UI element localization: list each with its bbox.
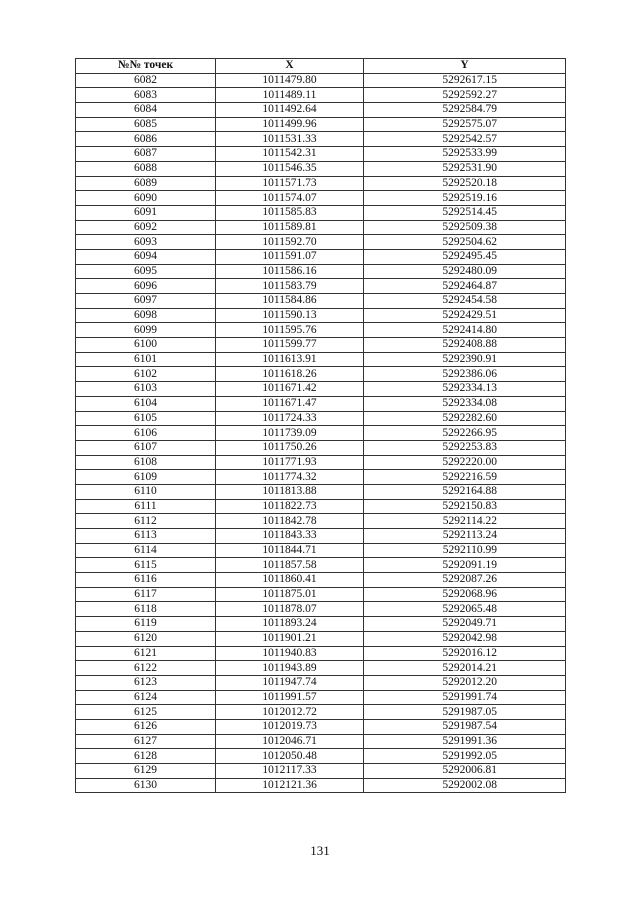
x-coordinate-cell: 1012121.36: [216, 778, 364, 793]
table-row: [76, 117, 566, 132]
table-row: [76, 705, 566, 720]
y-coordinate-cell: 5292065.48: [364, 602, 566, 617]
y-coordinate-cell: 5292542.57: [364, 132, 566, 147]
point-number-cell: 6117: [76, 587, 216, 602]
y-coordinate-cell: 5292520.18: [364, 176, 566, 191]
table-row: [76, 778, 566, 793]
y-coordinate-cell: 5291991.74: [364, 690, 566, 705]
point-number-cell: 6130: [76, 778, 216, 793]
x-coordinate-cell: 1011857.58: [216, 558, 364, 573]
x-coordinate-cell: 1011822.73: [216, 499, 364, 514]
point-number-cell: 6107: [76, 440, 216, 455]
table-row: [76, 382, 566, 397]
y-coordinate-cell: 5292253.83: [364, 440, 566, 455]
x-coordinate-cell: 1011586.16: [216, 264, 364, 279]
point-number-cell: 6095: [76, 264, 216, 279]
point-number-cell: 6103: [76, 382, 216, 397]
x-coordinate-cell: 1011875.01: [216, 587, 364, 602]
table-row: [76, 602, 566, 617]
table-row: [76, 426, 566, 441]
table-row: [76, 499, 566, 514]
y-coordinate-cell: 5292414.80: [364, 323, 566, 338]
coordinates-table: [75, 58, 566, 793]
x-coordinate-cell: 1011546.35: [216, 161, 364, 176]
table-row: [76, 514, 566, 529]
point-number-cell: 6100: [76, 338, 216, 353]
point-number-cell: 6127: [76, 734, 216, 749]
x-coordinate-cell: 1012046.71: [216, 734, 364, 749]
table-row: [76, 338, 566, 353]
point-number-cell: 6126: [76, 719, 216, 734]
point-number-cell: 6108: [76, 455, 216, 470]
table-row: [76, 367, 566, 382]
x-coordinate-cell: 1011590.13: [216, 308, 364, 323]
x-coordinate-cell: 1011771.93: [216, 455, 364, 470]
table-row: [76, 191, 566, 206]
y-coordinate-cell: 5292164.88: [364, 484, 566, 499]
y-coordinate-cell: 5291992.05: [364, 749, 566, 764]
table-row: [76, 88, 566, 103]
point-number-cell: 6092: [76, 220, 216, 235]
table-row: [76, 573, 566, 588]
y-coordinate-cell: 5292006.81: [364, 764, 566, 779]
x-coordinate-cell: 1011542.31: [216, 147, 364, 162]
table-row: [76, 558, 566, 573]
y-coordinate-cell: 5292480.09: [364, 264, 566, 279]
table-row: [76, 484, 566, 499]
x-coordinate-cell: 1011479.80: [216, 73, 364, 88]
point-number-cell: 6105: [76, 411, 216, 426]
table-row: [76, 529, 566, 544]
point-number-cell: 6094: [76, 249, 216, 264]
x-coordinate-cell: 1011774.32: [216, 470, 364, 485]
point-number-cell: 6123: [76, 675, 216, 690]
y-coordinate-cell: 5291991.36: [364, 734, 566, 749]
y-coordinate-cell: 5292216.59: [364, 470, 566, 485]
y-coordinate-cell: 5292575.07: [364, 117, 566, 132]
x-coordinate-cell: 1011584.86: [216, 294, 364, 309]
x-coordinate-cell: 1011947.74: [216, 675, 364, 690]
y-coordinate-cell: 5292408.88: [364, 338, 566, 353]
point-number-cell: 6082: [76, 73, 216, 88]
x-coordinate-cell: 1011618.26: [216, 367, 364, 382]
y-coordinate-cell: 5292531.90: [364, 161, 566, 176]
table-row: [76, 235, 566, 250]
y-coordinate-cell: 5292464.87: [364, 279, 566, 294]
point-number-cell: 6084: [76, 103, 216, 118]
x-coordinate-cell: 1011599.77: [216, 338, 364, 353]
table-row: [76, 631, 566, 646]
y-coordinate-cell: 5292014.21: [364, 661, 566, 676]
point-number-cell: 6097: [76, 294, 216, 309]
point-number-cell: 6112: [76, 514, 216, 529]
y-coordinate-cell: 5292068.96: [364, 587, 566, 602]
x-coordinate-cell: 1012050.48: [216, 749, 364, 764]
x-coordinate-cell: 1011843.33: [216, 529, 364, 544]
y-coordinate-cell: 5292334.08: [364, 396, 566, 411]
table-row: [76, 396, 566, 411]
table-body: [76, 73, 566, 793]
table-row: [76, 73, 566, 88]
point-number-cell: 6110: [76, 484, 216, 499]
x-coordinate-cell: 1011595.76: [216, 323, 364, 338]
y-coordinate-cell: 5292454.58: [364, 294, 566, 309]
y-coordinate-cell: 5292049.71: [364, 617, 566, 632]
table-row: [76, 440, 566, 455]
y-coordinate-cell: 5292592.27: [364, 88, 566, 103]
point-number-cell: 6106: [76, 426, 216, 441]
x-coordinate-cell: 1011613.91: [216, 352, 364, 367]
y-coordinate-cell: 5292519.16: [364, 191, 566, 206]
y-coordinate-cell: 5292429.51: [364, 308, 566, 323]
point-number-cell: 6122: [76, 661, 216, 676]
point-number-cell: 6090: [76, 191, 216, 206]
point-number-cell: 6118: [76, 602, 216, 617]
table-row: [76, 308, 566, 323]
y-coordinate-cell: 5292504.62: [364, 235, 566, 250]
table-row: [76, 132, 566, 147]
x-coordinate-cell: 1011671.42: [216, 382, 364, 397]
point-number-cell: 6115: [76, 558, 216, 573]
x-coordinate-cell: 1011991.57: [216, 690, 364, 705]
y-coordinate-cell: 5292334.13: [364, 382, 566, 397]
point-number-cell: 6101: [76, 352, 216, 367]
table-row: [76, 646, 566, 661]
x-coordinate-cell: 1012117.33: [216, 764, 364, 779]
y-coordinate-cell: 5292087.26: [364, 573, 566, 588]
x-coordinate-cell: 1011591.07: [216, 249, 364, 264]
y-coordinate-cell: 5292584.79: [364, 103, 566, 118]
point-number-cell: 6085: [76, 117, 216, 132]
y-coordinate-cell: 5292282.60: [364, 411, 566, 426]
y-coordinate-cell: 5292617.15: [364, 73, 566, 88]
point-number-cell: 6083: [76, 88, 216, 103]
x-coordinate-cell: 1011531.33: [216, 132, 364, 147]
table-row: [76, 352, 566, 367]
x-coordinate-cell: 1011940.83: [216, 646, 364, 661]
table-row: [76, 661, 566, 676]
table-row: [76, 455, 566, 470]
y-coordinate-cell: 5292533.99: [364, 147, 566, 162]
y-coordinate-cell: 5292509.38: [364, 220, 566, 235]
table-row: [76, 764, 566, 779]
y-coordinate-cell: 5292495.45: [364, 249, 566, 264]
x-coordinate-cell: 1011893.24: [216, 617, 364, 632]
table-row: [76, 176, 566, 191]
y-coordinate-cell: 5292266.95: [364, 426, 566, 441]
x-coordinate-cell: 1012012.72: [216, 705, 364, 720]
point-number-cell: 6089: [76, 176, 216, 191]
y-coordinate-cell: 5292016.12: [364, 646, 566, 661]
point-number-cell: 6121: [76, 646, 216, 661]
y-coordinate-cell: 5292386.06: [364, 367, 566, 382]
point-number-cell: 6113: [76, 529, 216, 544]
table-row: [76, 470, 566, 485]
table-row: [76, 161, 566, 176]
point-number-cell: 6109: [76, 470, 216, 485]
header-point-number: №№ точек: [76, 59, 216, 74]
point-number-cell: 6119: [76, 617, 216, 632]
point-number-cell: 6114: [76, 543, 216, 558]
point-number-cell: 6125: [76, 705, 216, 720]
y-coordinate-cell: 5292091.19: [364, 558, 566, 573]
x-coordinate-cell: 1012019.73: [216, 719, 364, 734]
table-row: [76, 294, 566, 309]
table-row: [76, 719, 566, 734]
point-number-cell: 6120: [76, 631, 216, 646]
point-number-cell: 6093: [76, 235, 216, 250]
table-row: [76, 147, 566, 162]
table-row: [76, 617, 566, 632]
point-number-cell: 6111: [76, 499, 216, 514]
table-row: [76, 587, 566, 602]
table-row: [76, 220, 566, 235]
table-row: [76, 543, 566, 558]
table-row: [76, 675, 566, 690]
x-coordinate-cell: 1011842.78: [216, 514, 364, 529]
table-header: [76, 59, 566, 74]
y-coordinate-cell: 5292012.20: [364, 675, 566, 690]
table-row: [76, 103, 566, 118]
y-coordinate-cell: 5292042.98: [364, 631, 566, 646]
table-row: [76, 205, 566, 220]
table-row: [76, 249, 566, 264]
point-number-cell: 6099: [76, 323, 216, 338]
y-coordinate-cell: 5292002.08: [364, 778, 566, 793]
table-row: [76, 279, 566, 294]
y-coordinate-cell: 5291987.05: [364, 705, 566, 720]
y-coordinate-cell: 5292390.91: [364, 352, 566, 367]
x-coordinate-cell: 1011844.71: [216, 543, 364, 558]
y-coordinate-cell: 5292110.99: [364, 543, 566, 558]
x-coordinate-cell: 1011739.09: [216, 426, 364, 441]
point-number-cell: 6104: [76, 396, 216, 411]
table-row: [76, 411, 566, 426]
point-number-cell: 6096: [76, 279, 216, 294]
table-row: [76, 734, 566, 749]
point-number-cell: 6086: [76, 132, 216, 147]
point-number-cell: 6091: [76, 205, 216, 220]
point-number-cell: 6128: [76, 749, 216, 764]
header-row: [76, 59, 566, 74]
table-row: [76, 323, 566, 338]
y-coordinate-cell: 5291987.54: [364, 719, 566, 734]
x-coordinate-cell: 1011860.41: [216, 573, 364, 588]
page-number: 131: [310, 843, 330, 858]
x-coordinate-cell: 1011499.96: [216, 117, 364, 132]
x-coordinate-cell: 1011750.26: [216, 440, 364, 455]
y-coordinate-cell: 5292114.22: [364, 514, 566, 529]
x-coordinate-cell: 1011571.73: [216, 176, 364, 191]
point-number-cell: 6116: [76, 573, 216, 588]
x-coordinate-cell: 1011878.07: [216, 602, 364, 617]
x-coordinate-cell: 1011943.89: [216, 661, 364, 676]
point-number-cell: 6102: [76, 367, 216, 382]
point-number-cell: 6129: [76, 764, 216, 779]
x-coordinate-cell: 1011492.64: [216, 103, 364, 118]
x-coordinate-cell: 1011592.70: [216, 235, 364, 250]
x-coordinate-cell: 1011813.88: [216, 484, 364, 499]
header-y: Y: [364, 59, 566, 74]
x-coordinate-cell: 1011589.81: [216, 220, 364, 235]
y-coordinate-cell: 5292150.83: [364, 499, 566, 514]
y-coordinate-cell: 5292113.24: [364, 529, 566, 544]
table-row: [76, 749, 566, 764]
table-row: [76, 690, 566, 705]
x-coordinate-cell: 1011583.79: [216, 279, 364, 294]
point-number-cell: 6124: [76, 690, 216, 705]
x-coordinate-cell: 1011574.07: [216, 191, 364, 206]
x-coordinate-cell: 1011671.47: [216, 396, 364, 411]
y-coordinate-cell: 5292220.00: [364, 455, 566, 470]
point-number-cell: 6088: [76, 161, 216, 176]
x-coordinate-cell: 1011489.11: [216, 88, 364, 103]
point-number-cell: 6087: [76, 147, 216, 162]
x-coordinate-cell: 1011585.83: [216, 205, 364, 220]
header-x: X: [216, 59, 364, 74]
point-number-cell: 6098: [76, 308, 216, 323]
table-row: [76, 264, 566, 279]
y-coordinate-cell: 5292514.45: [364, 205, 566, 220]
x-coordinate-cell: 1011901.21: [216, 631, 364, 646]
x-coordinate-cell: 1011724.33: [216, 411, 364, 426]
